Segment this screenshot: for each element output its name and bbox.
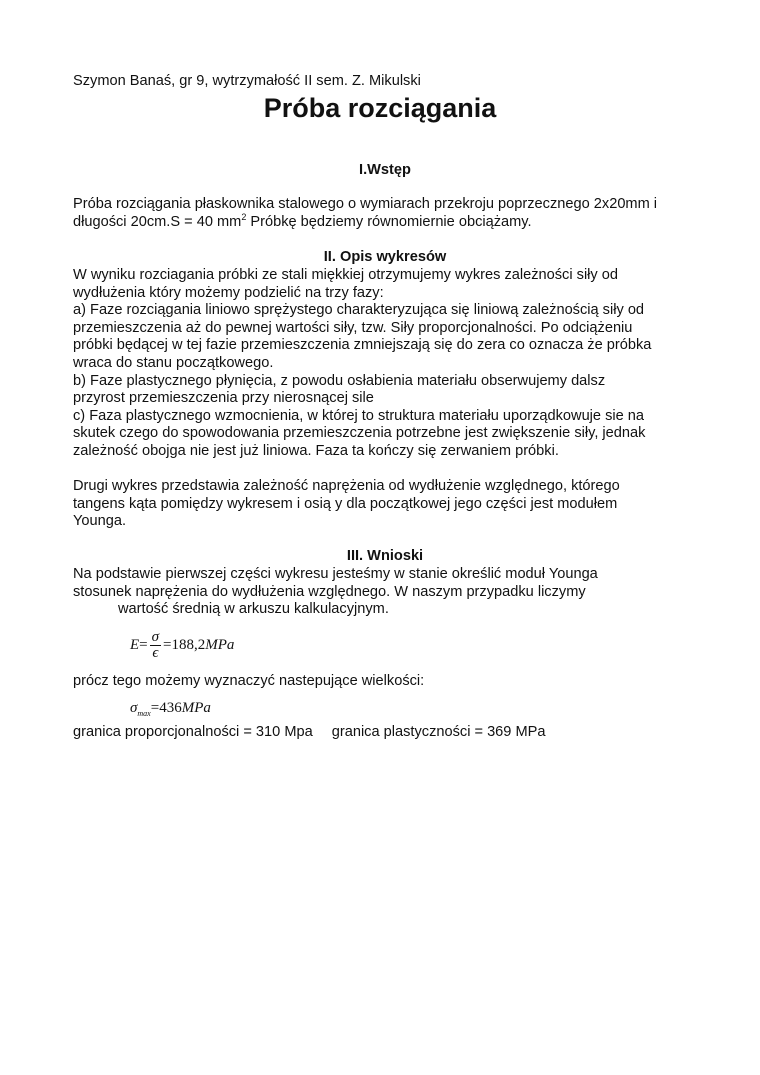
section-heading-intro: I.Wstęp (359, 162, 411, 178)
intro-paragraph (73, 196, 693, 231)
conclusions-line: Na podstawie pierwszej części wykresu jesteśmy w stanie określić moduł Younga (73, 566, 598, 582)
document-title: Próba rozciągania (263, 93, 497, 123)
charts-line: b) Faze plastycznego płynięcia, z powodu osłabienia materiału obserwujemy dalsz (73, 372, 606, 389)
charts-line: przemieszczenia aż do pewnej wartości siły, tzw. Siły proporcjonalności. Po odciążeniu (73, 319, 633, 336)
charts-line: zależność obojga nie jest już liniowa. Faza ta kończy się zerwaniem próbki. (73, 442, 559, 459)
max-stress-formula (130, 700, 211, 723)
charts-paragraph-2 (73, 478, 693, 531)
conclusions-line-indented: wartość średnią w arkuszu kalkulacyjnym. (118, 601, 389, 618)
charts-line: tangens kąta pomiędzy wykresem i osią y dla początkowej jego części jest modułem (73, 495, 618, 512)
charts-line: Younga. (73, 513, 127, 530)
formula-eq: = (139, 636, 148, 653)
limits-paragraph (73, 724, 713, 742)
max-stress-value: =436 (150, 700, 182, 716)
max-stress-unit: MPa (181, 700, 211, 716)
fraction-numerator: σ (151, 629, 160, 645)
sigma-symbol: σ (130, 700, 138, 716)
formula-unit: MPa (205, 636, 235, 653)
intro-line-2-rest: Próbkę będziemy równomiernie obciążamy. (246, 213, 532, 230)
middle-line: prócz tego możemy wyznaczyć nastepujące wielkości: (73, 673, 425, 689)
area-exponent: 2 (241, 211, 247, 222)
stress-strain-fraction (150, 630, 161, 661)
formula-rhs: =188,2 (163, 636, 206, 653)
charts-line: a) Faze rozciągania liniowo sprężystego charakteryzująca się liniową zależnością siły od (73, 302, 645, 319)
charts-line: W wyniku rozciagania próbki ze stali miękkiej otrzymujemy wykres zależności siły od (73, 267, 619, 283)
yield-limit: granica plastyczności = 369 MPa (331, 724, 546, 740)
fraction-denominator: ϵ (152, 645, 159, 661)
conclusions-paragraph (73, 566, 693, 619)
charts-line: wydłużenia który możemy podzielić na trzy fazy: (73, 284, 384, 301)
intro-line-1: Próba rozciągania płaskownika stalowego o wymiarach przekroju poprzecznego 2x20mm i (73, 196, 658, 212)
charts-line: skutek czego do spowodowania przemieszczenia potrzebne jest zwiększenie siły, jednak (73, 425, 646, 442)
limits-line (73, 724, 713, 742)
intro-line-2 (73, 211, 693, 232)
author-line: Szymon Banaś, gr 9, wytrzymałość II sem. Z. Mikulski (73, 73, 421, 89)
formula-lhs: E (130, 636, 140, 653)
section-heading-conclusions: III. Wnioski (346, 548, 424, 564)
charts-line: wraca do stanu początkowego. (73, 354, 274, 371)
section-heading-charts: II. Opis wykresów (323, 249, 447, 265)
charts-line: próbki będącej w tej fazie przemieszczenia zmniejszają się do zera co oznacza że próbka (73, 337, 652, 354)
young-modulus-formula (130, 630, 234, 661)
intro-line-2-text: długości 20cm.S = 40 mm (73, 213, 242, 230)
charts-line: przyrost przemieszczenia przy nierosnącej sile (73, 390, 374, 407)
middle-paragraph (73, 673, 693, 691)
conclusions-line: stosunek naprężenia do wydłużenia względnego. W naszym przypadku liczymy (73, 583, 586, 600)
sigma-subscript: max (137, 709, 151, 718)
charts-line: Drugi wykres przedstawia zależność naprężenia od wydłużenie względnego, którego (73, 478, 620, 494)
proportional-limit: granica proporcjonalności = 310 Mpa (73, 724, 313, 740)
charts-paragraph (73, 267, 693, 461)
charts-line: c) Faza plastycznego wzmocnienia, w której to struktura materiału uporządkowuje sie na (73, 407, 645, 424)
